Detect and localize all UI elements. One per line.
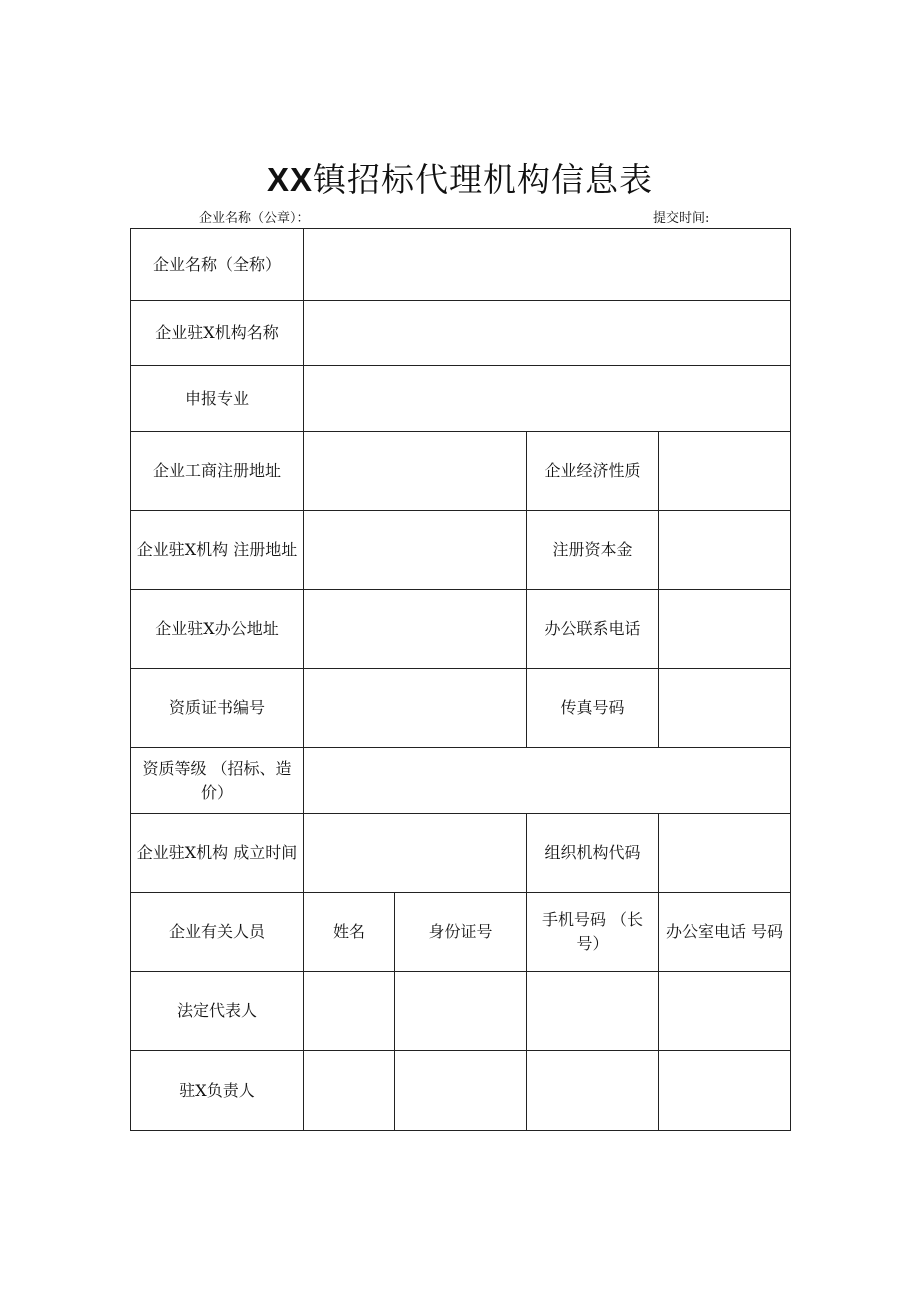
field-branch-head-id[interactable] bbox=[395, 1051, 527, 1131]
field-fax-number[interactable] bbox=[659, 669, 791, 748]
personnel-header-row bbox=[131, 893, 791, 972]
label-office-phone: 办公联系电话 bbox=[527, 590, 659, 669]
label-personnel: 企业有关人员 bbox=[131, 893, 304, 972]
title-prefix: XX bbox=[266, 161, 314, 198]
label-full-name: 企业名称（全称） bbox=[131, 229, 304, 301]
table-row bbox=[131, 301, 791, 366]
label-branch-reg-address: 企业驻X机构 注册地址 bbox=[131, 511, 304, 590]
page-title bbox=[0, 158, 920, 202]
header-name: 姓名 bbox=[304, 893, 395, 972]
table-row bbox=[131, 432, 791, 511]
label-specialty: 申报专业 bbox=[131, 366, 304, 432]
field-branch-name[interactable] bbox=[304, 301, 791, 366]
field-branch-reg-address[interactable] bbox=[304, 511, 527, 590]
field-full-name[interactable] bbox=[304, 229, 791, 301]
field-legal-rep-name[interactable] bbox=[304, 972, 395, 1051]
field-branch-head-office-tel[interactable] bbox=[659, 1051, 791, 1131]
label-branch-name: 企业驻X机构名称 bbox=[131, 301, 304, 366]
table-row bbox=[131, 511, 791, 590]
label-economic-nature: 企业经济性质 bbox=[527, 432, 659, 511]
field-economic-nature[interactable] bbox=[659, 432, 791, 511]
table-row bbox=[131, 748, 791, 814]
label-fax-number: 传真号码 bbox=[527, 669, 659, 748]
table-row bbox=[131, 229, 791, 301]
label-biz-reg-address: 企业工商注册地址 bbox=[131, 432, 304, 511]
table-row bbox=[131, 1051, 791, 1131]
field-branch-head-mobile[interactable] bbox=[527, 1051, 659, 1131]
field-legal-rep-mobile[interactable] bbox=[527, 972, 659, 1051]
header-mobile: 手机号码 （长号） bbox=[527, 893, 659, 972]
field-cert-number[interactable] bbox=[304, 669, 527, 748]
table-row bbox=[131, 590, 791, 669]
label-org-code: 组织机构代码 bbox=[527, 814, 659, 893]
header-id-number: 身份证号 bbox=[395, 893, 527, 972]
field-legal-rep-id[interactable] bbox=[395, 972, 527, 1051]
table-row bbox=[131, 814, 791, 893]
field-specialty[interactable] bbox=[304, 366, 791, 432]
field-branch-founded[interactable] bbox=[304, 814, 527, 893]
field-legal-rep-office-tel[interactable] bbox=[659, 972, 791, 1051]
header-office-tel: 办公室电话 号码 bbox=[659, 893, 791, 972]
info-form-table bbox=[130, 228, 791, 1131]
label-cert-number: 资质证书编号 bbox=[131, 669, 304, 748]
field-office-phone[interactable] bbox=[659, 590, 791, 669]
label-legal-representative: 法定代表人 bbox=[131, 972, 304, 1051]
company-seal-label: 企业名称（公章）： bbox=[199, 211, 310, 226]
field-office-address[interactable] bbox=[304, 590, 527, 669]
submit-time-label: 提交时间: bbox=[653, 211, 710, 226]
label-office-address: 企业驻X办公地址 bbox=[131, 590, 304, 669]
field-branch-head-name[interactable] bbox=[304, 1051, 395, 1131]
label-registered-capital: 注册资本金 bbox=[527, 511, 659, 590]
table-row bbox=[131, 366, 791, 432]
label-branch-founded: 企业驻X机构 成立时间 bbox=[131, 814, 304, 893]
label-qualification-level: 资质等级 （招标、造价） bbox=[131, 748, 304, 814]
table-row bbox=[131, 972, 791, 1051]
field-registered-capital[interactable] bbox=[659, 511, 791, 590]
field-qualification-level[interactable] bbox=[304, 748, 791, 814]
title-main: 镇招标代理机构信息表 bbox=[313, 160, 654, 199]
table-row bbox=[131, 669, 791, 748]
field-biz-reg-address[interactable] bbox=[304, 432, 527, 511]
label-branch-head: 驻X负责人 bbox=[131, 1051, 304, 1131]
field-org-code[interactable] bbox=[659, 814, 791, 893]
